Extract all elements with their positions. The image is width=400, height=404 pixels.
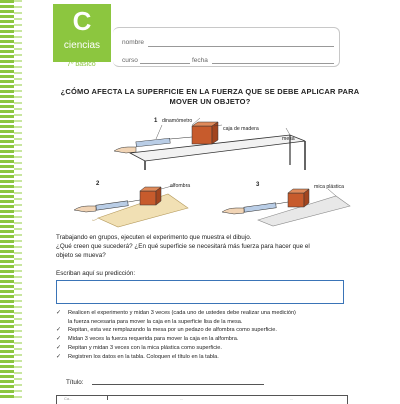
label-mesa: mesa [282, 136, 295, 142]
label-dinamometro: dinamómetro [162, 118, 193, 124]
table-title-label: Título: [66, 379, 84, 386]
page-title [40, 87, 380, 107]
check-icon: ✓ [56, 310, 62, 316]
prediction-input[interactable] [56, 280, 344, 304]
intro-line-3: objeto se mueva? [56, 252, 106, 259]
prediction-label: Escriban aquí su predicción: [56, 270, 136, 277]
figure-2-number: 2 [96, 181, 100, 187]
logo-subject: ciencias [63, 40, 101, 51]
table-title-field[interactable] [92, 384, 264, 385]
intro-line-2: ¿Qué creen que sucederá? ¿En qué superficie se necesitará más fuerza para hacer que el [56, 243, 310, 250]
grade-label: 7º básico [67, 61, 96, 68]
fecha-label: fecha [192, 57, 208, 64]
check-icon: ✓ [56, 353, 62, 360]
title-line-1: ¿CÓMO AFECTA LA SUPERFICIE EN LA FUERZA QUE SE DEBE APLICAR PARA [60, 87, 360, 96]
table-header-left: Ca... [64, 396, 73, 401]
list-item: la fuerza necesaria para mover la caja en la superficie lisa de la mesa. [68, 318, 243, 325]
intro-line-1: Trabajando en grupos, ejecuten el experimento que muestra el dibujo. [56, 234, 252, 241]
label-alfombra: alfombra [170, 183, 191, 189]
figure-table-experiment [110, 115, 310, 170]
label-mica-plastica: mica plástica [314, 184, 344, 190]
logo-letter: C [72, 6, 92, 36]
list-item: ✓ Midan 3 veces la fuerza requerida para mover la caja en la alfombra. [56, 336, 239, 343]
label-caja-de-madera: caja de madera [223, 126, 259, 132]
subject-logo [53, 4, 111, 62]
figure-1-number: 1 [154, 118, 158, 124]
student-info-box [113, 27, 340, 67]
curso-field[interactable] [140, 63, 190, 64]
table-divider [107, 395, 108, 400]
list-item: ✓ Repitan, esta vez remplazando la mesa por un pedazo de alfombra como superficie. [56, 327, 277, 334]
title-line-2: MOVER UN OBJETO? [169, 97, 251, 106]
nombre-label: nombre [122, 39, 145, 46]
instruction-list [56, 309, 356, 361]
fecha-field[interactable] [212, 63, 334, 64]
nombre-field[interactable] [148, 46, 334, 47]
check-icon: ✓ [56, 336, 62, 343]
list-item: ✓ Repitan y midan 3 veces con la mica plástica como superficie. [56, 344, 222, 351]
check-icon: ✓ [56, 327, 62, 334]
table-header-middle: ... [180, 396, 184, 401]
list-item: ✓ Realicen el experimento y midan 3 veces (cada uno de ustedes debe realizar una medición) [56, 310, 296, 316]
table-header-right: ... [290, 396, 294, 401]
curso-label: curso [122, 57, 138, 64]
notebook-binding [0, 0, 14, 400]
list-item: ✓ Registren los datos en la tabla. Coloquen el título en la tabla. [56, 353, 219, 360]
check-icon: ✓ [56, 344, 62, 351]
figure-3-number: 3 [256, 182, 260, 188]
